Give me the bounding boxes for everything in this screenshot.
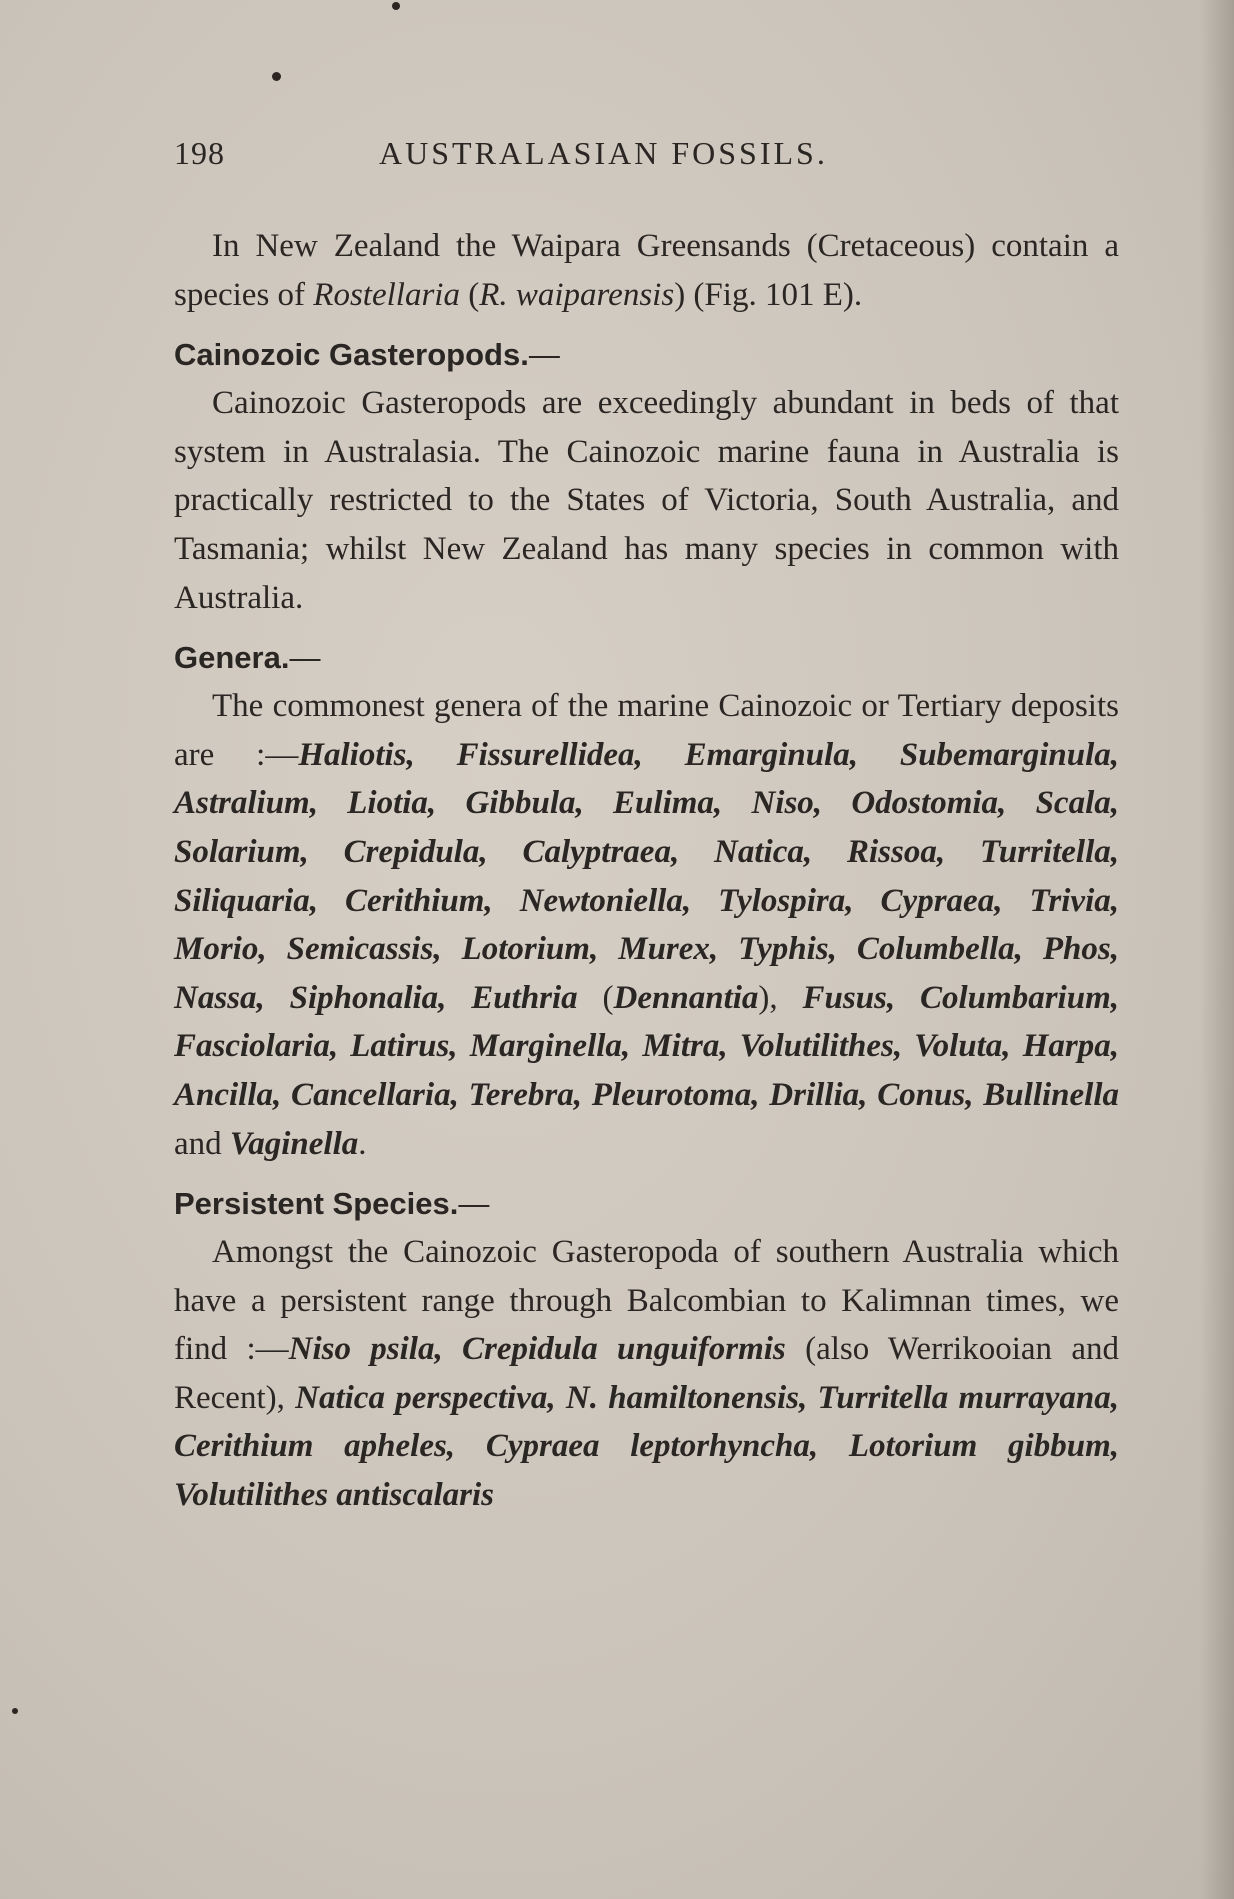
species-list: Natica perspectiva, N. hamiltonensis, Turritella murrayana, Cerithium apheles, Cypraea leptorhyncha, Lotorium gibbum, Volutilithes antiscalaris (174, 1379, 1119, 1514)
persistent-lead: Amongst the Cainozoic Gasteropoda of southern Australia which have a persistent range through Balcombian to Kalimnan times, we find :— (174, 1234, 1119, 1368)
species-list: Niso psila, Crepidula unguiformis (288, 1331, 786, 1368)
heading-text: Genera. (174, 640, 290, 676)
intro-text: In New Zealand the Waipara Greensands (Cretaceous) contain a species of (174, 228, 1119, 313)
species-waiparensis: R. waiparensis (479, 276, 675, 313)
page-body (174, 222, 1119, 1520)
genus-vaginella: Vaginella (229, 1125, 359, 1162)
genera-lead: The commonest genera of the marine Cainozoic or Tertiary deposits are :— (174, 688, 1119, 773)
heading-dash: — (289, 640, 321, 676)
genera-text: and (174, 1125, 230, 1162)
persistent-text: (also Werrikooian and Recent), (174, 1331, 1120, 1416)
genus-rostellaria: Rostellaria (313, 276, 460, 313)
page-header (174, 135, 1119, 179)
persistent-paragraph (174, 1228, 1119, 1520)
page-number: 198 (174, 135, 225, 171)
cainozoic-paragraph: Cainozoic Gasteropods are exceedingly abundant in beds of that system in Australasia. The Cainozoic marine fauna in Australia is practically restricted to the States of Victoria, South Australia, and Tasmania; whilst New Zealand has many species in common with Australia. (174, 385, 1119, 616)
ink-speck (272, 72, 281, 81)
genus-dennantia: Dennantia (613, 979, 759, 1016)
genera-paragraph (174, 682, 1119, 1168)
genera-text: ), (758, 979, 803, 1016)
genera-text: ( (577, 979, 614, 1016)
intro-text: ) (Fig. 101 E). (674, 276, 863, 313)
intro-text: ( (459, 276, 480, 313)
intro-paragraph (174, 222, 1119, 319)
genera-text: . (358, 1125, 367, 1162)
section-heading-genera (174, 634, 1119, 682)
ink-speck (392, 2, 400, 10)
heading-dash: — (458, 1186, 490, 1222)
running-head: AUSTRALASIAN FOSSILS. (379, 135, 828, 171)
heading-text: Persistent Species. (174, 1186, 459, 1222)
section-heading-cainozoic (174, 331, 1119, 379)
genera-list: Haliotis, Fissurellidea, Emarginula, Subemarginula, Astralium, Liotia, Gibbula, Eulima, Niso, Odostomia, Scala, Solarium, Crepidula, Calyptraea, Natica, Rissoa, Turritella, Siliquaria, Cerithium, Newtoniella, Tylospira, Cypraea, Trivia, Morio, Semicassis, Lotorium, Murex, Typhis, Columbella, Phos, Nassa, Siphonalia, Euthria (174, 736, 1120, 1016)
page-edge-shadow (1200, 0, 1234, 1899)
genera-list: Fusus, Columbarium, Fasciolaria, Latirus, Marginella, Mitra, Volutilithes, Voluta, Harpa, Ancilla, Cancellaria, Terebra, Pleurotoma, Drillia, Conus, Bullinella (174, 979, 1119, 1113)
heading-text: Cainozoic Gasteropods. (174, 337, 529, 373)
heading-dash: — (528, 337, 560, 373)
section-heading-persistent (174, 1180, 1119, 1228)
ink-speck (12, 1708, 18, 1714)
